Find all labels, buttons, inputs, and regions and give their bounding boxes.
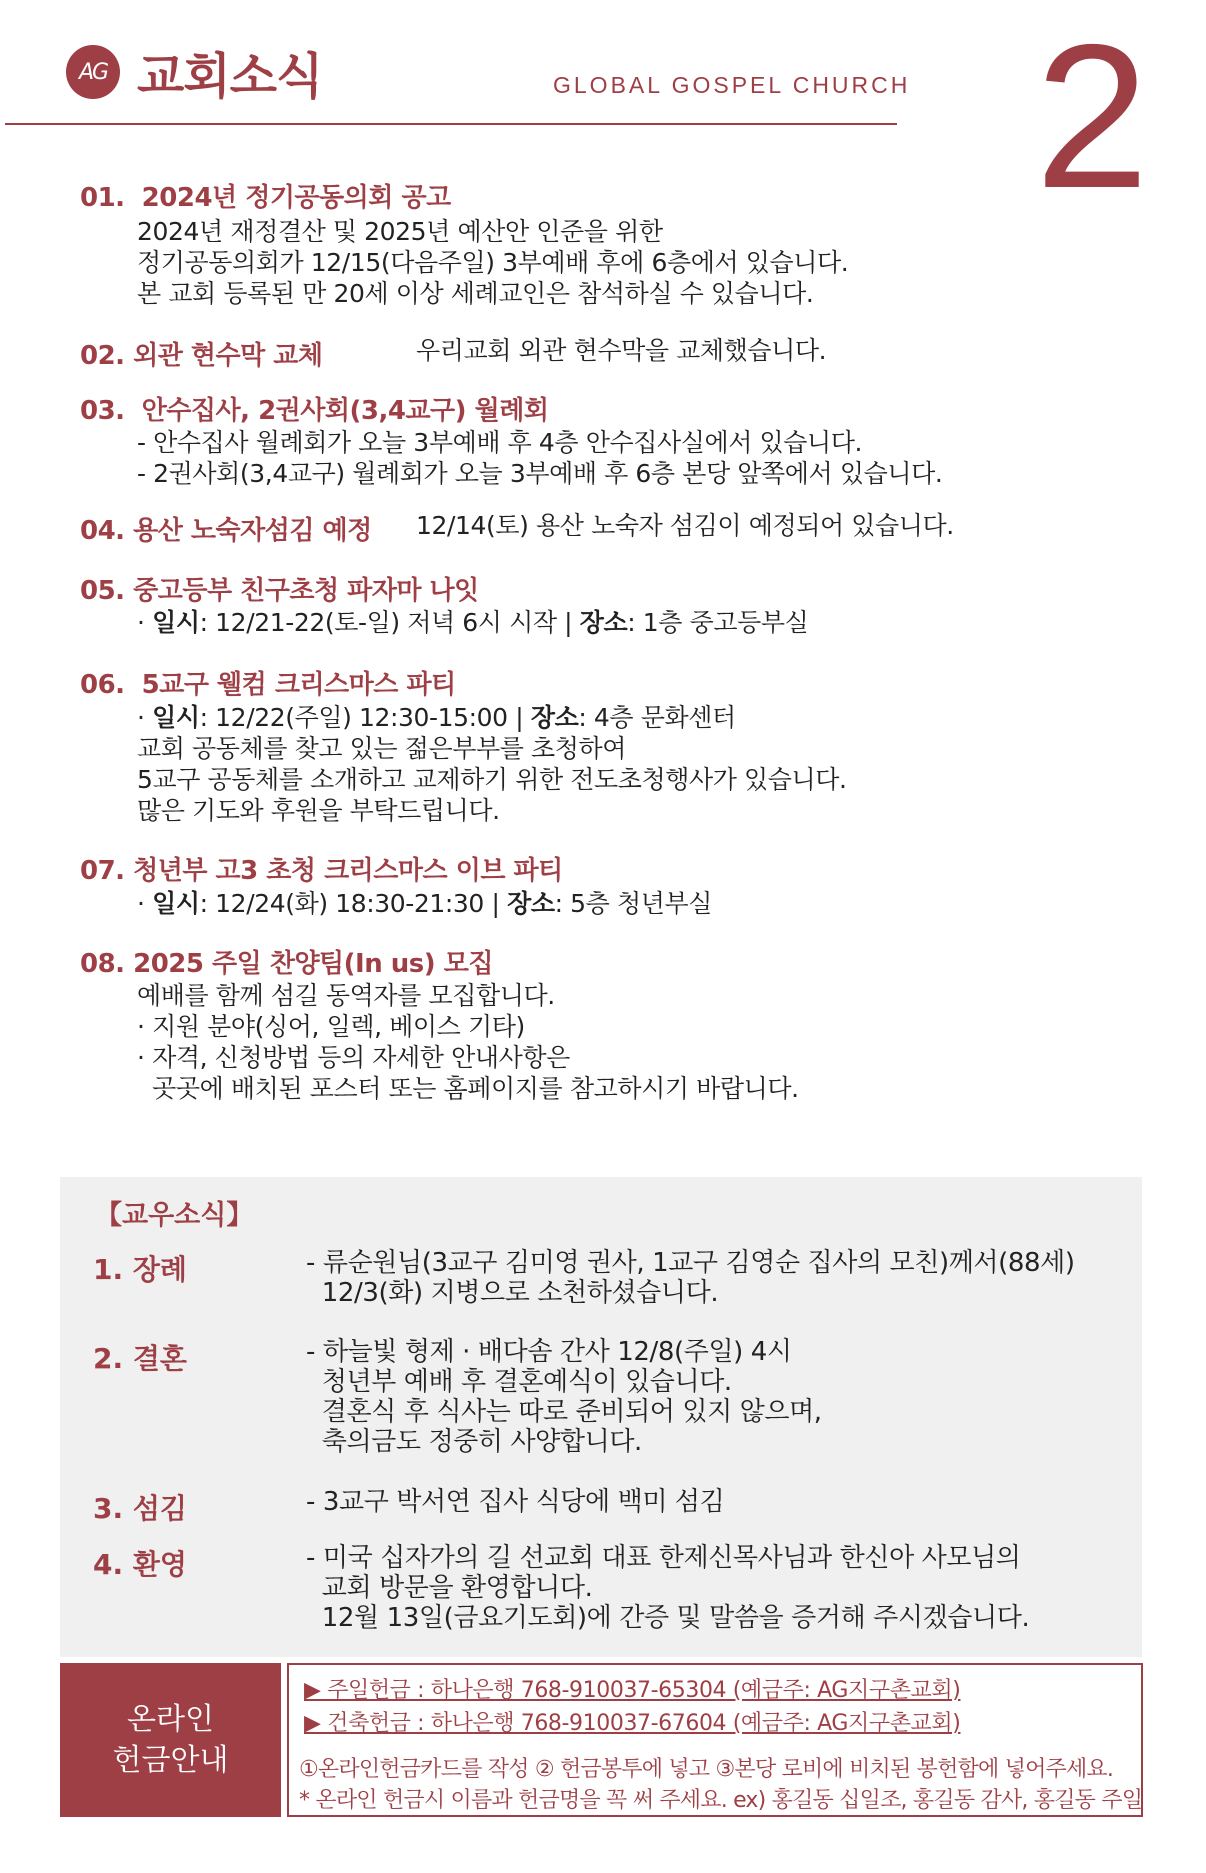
page-title: 교회소식 <box>137 48 323 105</box>
notice-title: 08. 2025 주일 찬양팀(In us) 모집 <box>80 949 493 979</box>
member-news-label: 1. 장례 <box>93 1253 187 1286</box>
notice-title: 06. 5교구 웰컴 크리스마스 파티 <box>80 670 456 700</box>
offering-account-sunday[interactable]: ▶ 주일헌금 : 하나은행 768-910037-65304 (예금주: AG지구촌교회) <box>304 1678 961 1703</box>
giving-instructions: ①온라인헌금카드를 작성 ② 헌금봉투에 넣고 ③본당 로비에 비치된 봉헌함에 넣어주세요. <box>299 1757 1114 1782</box>
online-giving-info-box <box>287 1663 1143 1817</box>
notice-schedule: · 일시: 12/24(화) 18:30-21:30 | 장소: 5층 청년부실 <box>137 889 712 918</box>
member-news-body: - 하늘빛 형제 · 배다솜 간사 12/8(주일) 4시 청년부 예배 후 결혼예식이 있습니다. 결혼식 후 식사는 따로 준비되어 있지 않으며, 축의금도 정중히 사양합니다. <box>306 1337 822 1457</box>
notice-body: - 안수집사 월례회가 오늘 3부예배 후 4층 안수집사실에서 있습니다. - 2권사회(3,4교구) 월례회가 오늘 3부예배 후 6층 본당 앞쪽에서 있습니다. <box>137 428 943 488</box>
notice-body: 예배를 함께 섬길 동역자를 모집합니다. · 지원 분야(싱어, 일렉, 베이스 기타) · 자격, 신청방법 등의 자세한 안내사항은 곳곳에 배치된 포스터 또는 홈페이지를 참고하시기 바랍니다. <box>137 981 799 1103</box>
member-news-body: - 류순원님(3교구 김미영 권사, 1교구 김영순 집사의 모친)께서(88세) 12/3(화) 지병으로 소천하셨습니다. <box>306 1248 1075 1308</box>
notice-body: 우리교회 외관 현수막을 교체했습니다. <box>416 336 827 365</box>
notice-schedule: · 일시: 12/22(주일) 12:30-15:00 | 장소: 4층 문화센터 <box>137 703 736 732</box>
notice-title: 04. 용산 노숙자섬김 예정 <box>80 516 372 546</box>
member-news-body: - 3교구 박서연 집사 식당에 백미 섬김 <box>306 1487 725 1517</box>
header-divider <box>5 123 897 125</box>
offering-account-building[interactable]: ▶ 건축헌금 : 하나은행 768-910037-67604 (예금주: AG지구촌교회) <box>304 1711 961 1736</box>
notice-title: 03. 안수집사, 2권사회(3,4교구) 월례회 <box>80 396 549 426</box>
church-logo: AG <box>66 45 120 99</box>
notice-body: 2024년 재정결산 및 2025년 예산안 인준을 위한 정기공동의회가 12/15(다음주일) 3부예배 후에 6층에서 있습니다. 본 교회 등록된 만 20세 이상 세례교인은 참석하실 수 있습니다. <box>137 217 849 308</box>
notice-body: 12/14(토) 용산 노숙자 섬김이 예정되어 있습니다. <box>416 511 954 540</box>
notice-title: 02. 외관 현수막 교체 <box>80 341 323 371</box>
page-number: 2 <box>1035 2 1150 231</box>
church-name: GLOBAL GOSPEL CHURCH <box>553 72 911 98</box>
online-giving-label-box: 온라인 헌금안내 <box>60 1663 281 1817</box>
notice-title: 07. 청년부 고3 초청 크리스마스 이브 파티 <box>80 856 563 886</box>
notice-title: 01. 2024년 정기공동의회 공고 <box>80 183 451 213</box>
notice-title: 05. 중고등부 친구초청 파자마 나잇 <box>80 576 479 606</box>
member-news-body: - 미국 십자가의 길 선교회 대표 한제신목사님과 한신아 사모님의 교회 방문을 환영합니다. 12월 13일(금요기도회)에 간증 및 말씀을 증거해 주시겠습니다. <box>306 1543 1030 1633</box>
giving-note: * 온라인 헌금시 이름과 헌금명을 꼭 써 주세요. ex) 홍길동 십일조, 홍길동 감사, 홍길동 주일 <box>299 1788 1143 1813</box>
notice-schedule: · 일시: 12/21-22(토-일) 저녁 6시 시작 | 장소: 1층 중고등부실 <box>137 608 809 637</box>
member-news-label: 4. 환영 <box>93 1548 187 1581</box>
member-news-label: 3. 섬김 <box>93 1492 187 1525</box>
member-news-title: 【교우소식】 <box>95 1200 254 1231</box>
notice-body: · 일시: 12/22(주일) 12:30-15:00 | 장소: 4층 문화센터 교회 공동체를 찾고 있는 젊은부부를 초청하여 5교구 공동체를 소개하고 교제하기 위한 전도초청행사가 있습니다. 많은 기도와 후원을 부탁드립니다. <box>137 703 847 825</box>
member-news-label: 2. 결혼 <box>93 1342 187 1375</box>
